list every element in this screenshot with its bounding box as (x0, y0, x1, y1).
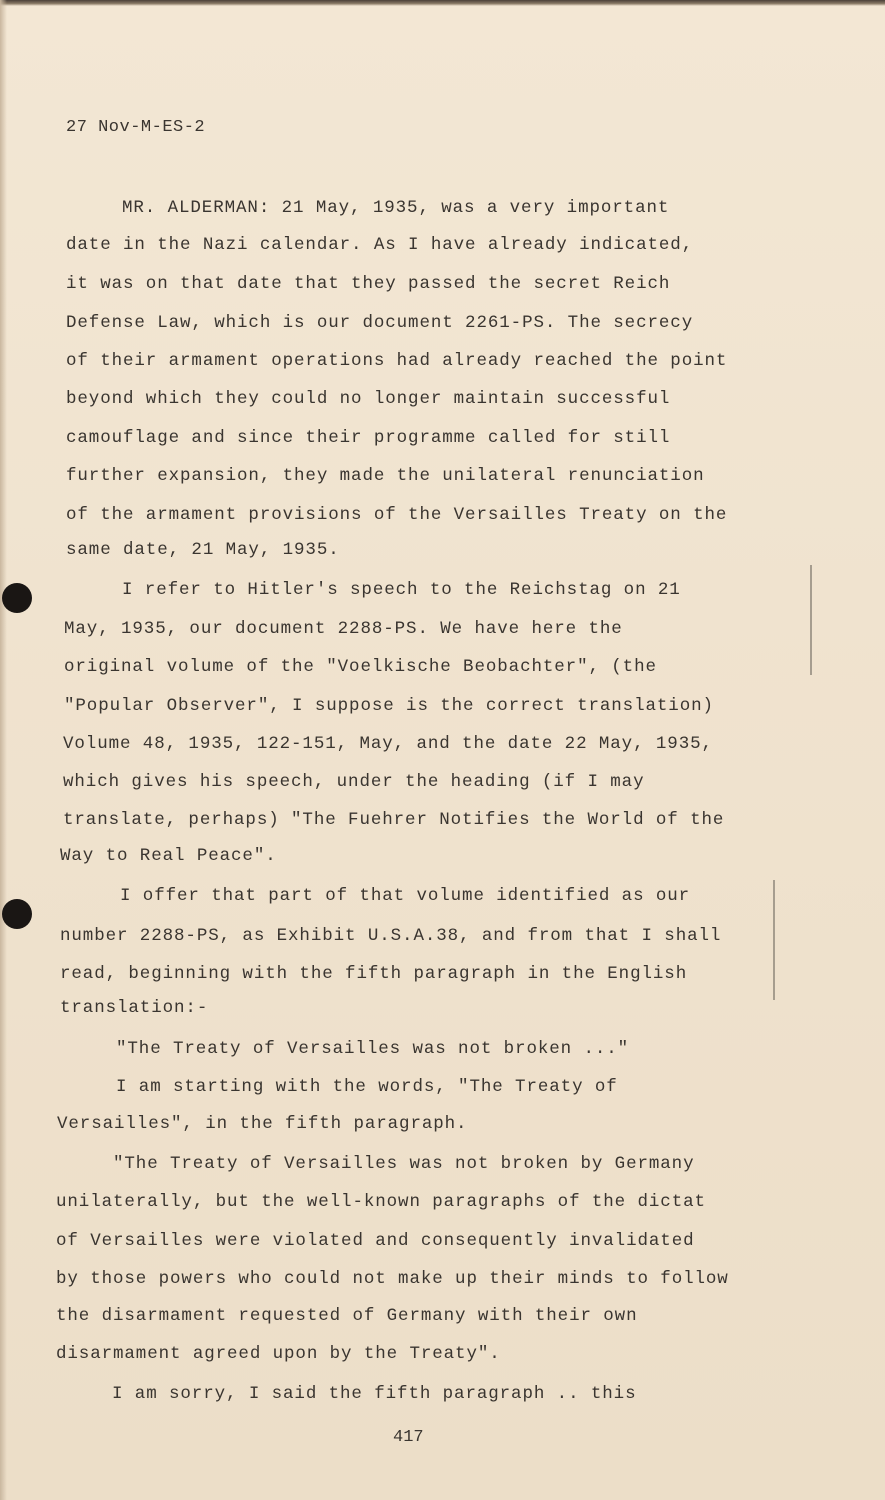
page-left-edge (0, 0, 7, 1500)
text-line: Versailles", in the fifth paragraph. (57, 1114, 468, 1134)
text-line: disarmament agreed upon by the Treaty". (56, 1344, 501, 1364)
punch-hole-upper (2, 583, 32, 613)
text-line: same date, 21 May, 1935. (66, 540, 340, 560)
text-line: "The Treaty of Versailles was not broken by Germany (113, 1154, 695, 1174)
margin-mark-lower (773, 880, 775, 1000)
text-line: further expansion, they made the unilateral renunciation (66, 466, 705, 486)
text-line: of their armament operations had already reached the point (66, 351, 728, 371)
text-line: which gives his speech, under the heading (if I may (63, 772, 645, 792)
text-line: I am sorry, I said the fifth paragraph .. this (112, 1384, 637, 1404)
text-line: the disarmament requested of Germany with their own (56, 1306, 638, 1326)
text-line: original volume of the "Voelkische Beobachter", (the (64, 657, 657, 677)
text-line: I refer to Hitler's speech to the Reichstag on 21 (122, 580, 681, 600)
text-line: Way to Real Peace". (60, 846, 277, 866)
text-line: number 2288-PS, as Exhibit U.S.A.38, and from that I shall (60, 926, 722, 946)
text-line: Volume 48, 1935, 122-151, May, and the date 22 May, 1935, (63, 734, 713, 754)
text-line: I offer that part of that volume identified as our (120, 886, 691, 906)
text-line: "The Treaty of Versailles was not broken ..." (116, 1039, 630, 1059)
margin-mark-upper (810, 565, 812, 675)
text-line: it was on that date that they passed the secret Reich (66, 274, 671, 294)
text-line: I am starting with the words, "The Treaty of (116, 1077, 618, 1097)
text-line: Defense Law, which is our document 2261-PS. The secrecy (66, 313, 694, 333)
text-line: translation:- (60, 998, 209, 1018)
punch-hole-lower (2, 899, 32, 929)
text-line: camouflage and since their programme called for still (66, 428, 671, 448)
text-line: translate, perhaps) "The Fuehrer Notifies the World of the (63, 810, 725, 830)
text-line: beyond which they could no longer maintain successful (66, 389, 671, 409)
text-line: date in the Nazi calendar. As I have already indicated, (66, 235, 694, 255)
text-line: May, 1935, our document 2288-PS. We have here the (64, 619, 623, 639)
text-line: read, beginning with the fifth paragraph in the English (60, 964, 688, 984)
text-line: of the armament provisions of the Versailles Treaty on the (66, 505, 728, 525)
text-line: "Popular Observer", I suppose is the correct translation) (64, 696, 714, 716)
text-line: of Versailles were violated and consequently invalidated (56, 1231, 695, 1251)
text-line: by those powers who could not make up their minds to follow (56, 1269, 729, 1289)
page-number: 417 (393, 1428, 424, 1447)
page-top-edge (0, 0, 885, 6)
document-code: 27 Nov-M-ES-2 (66, 118, 206, 137)
text-line: MR. ALDERMAN: 21 May, 1935, was a very important (122, 198, 670, 218)
text-line: unilaterally, but the well-known paragraphs of the dictat (56, 1192, 706, 1212)
